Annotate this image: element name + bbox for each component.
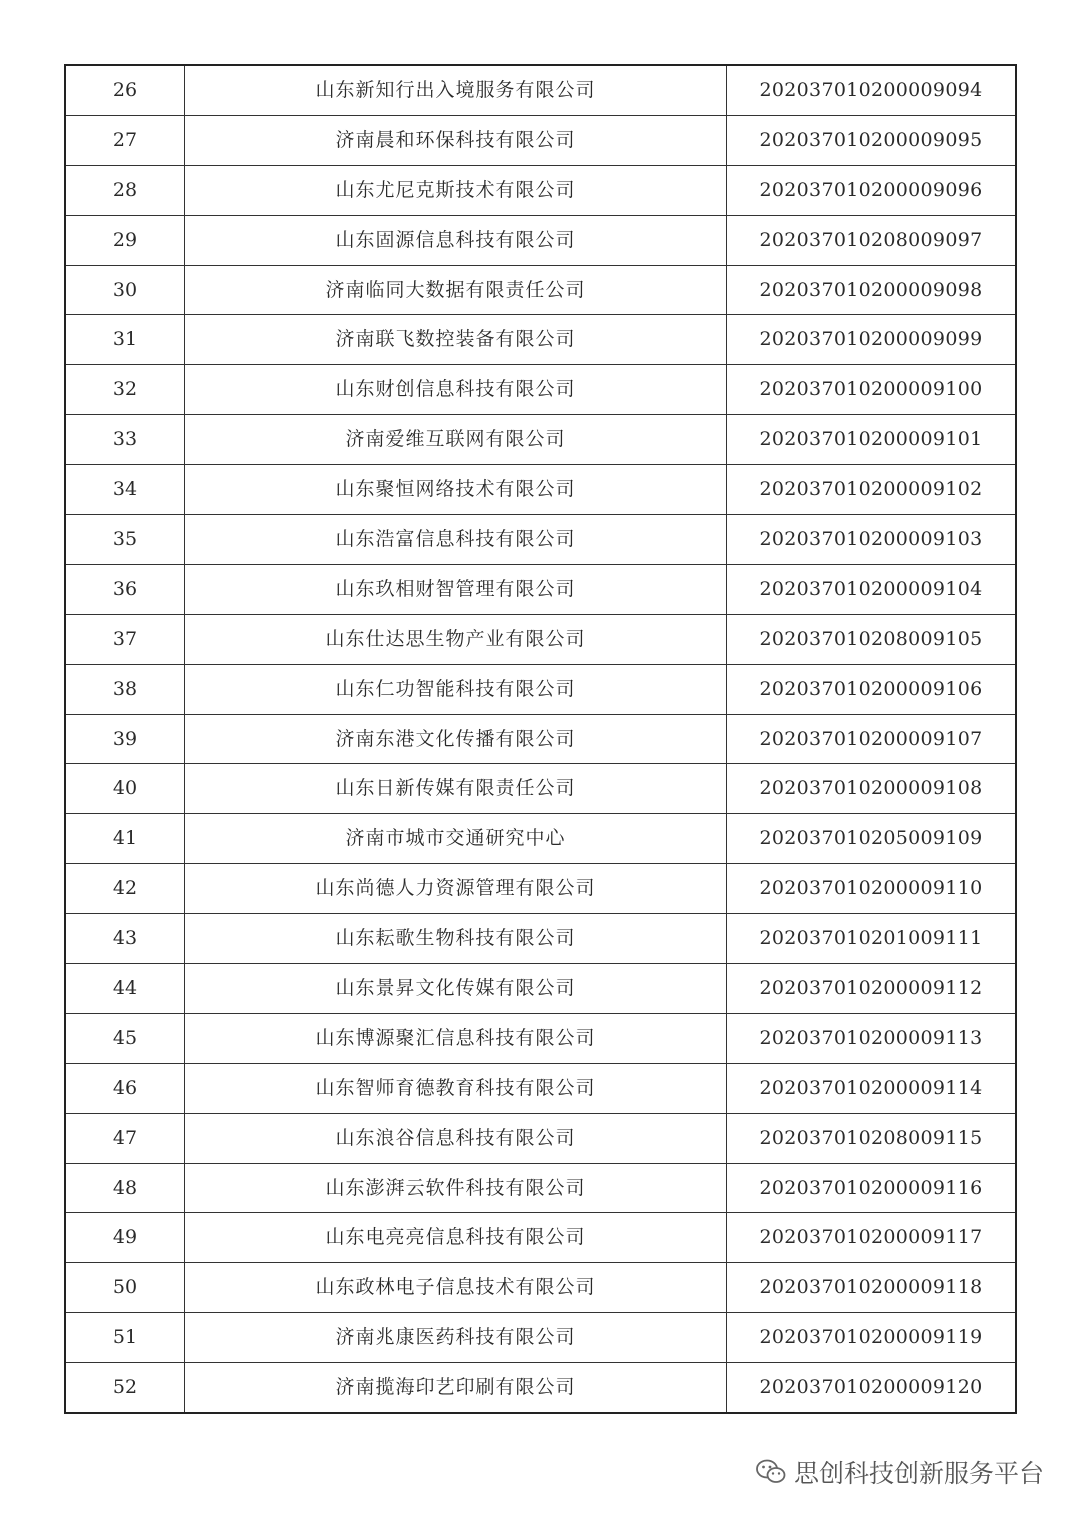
registration-code-cell: 202037010201009111 bbox=[727, 914, 1017, 964]
table-row bbox=[65, 564, 1016, 614]
row-number-cell: 48 bbox=[65, 1163, 185, 1213]
row-number-cell: 27 bbox=[65, 115, 185, 165]
company-name-cell: 山东电亮亮信息科技有限公司 bbox=[185, 1213, 727, 1263]
company-name-cell: 山东澎湃云软件科技有限公司 bbox=[185, 1163, 727, 1213]
row-number-cell: 46 bbox=[65, 1063, 185, 1113]
row-number-cell: 47 bbox=[65, 1113, 185, 1163]
registration-code-cell: 202037010200009094 bbox=[727, 65, 1017, 115]
row-number-cell: 34 bbox=[65, 465, 185, 515]
row-number-cell: 37 bbox=[65, 614, 185, 664]
registration-code-cell: 202037010200009120 bbox=[727, 1363, 1017, 1413]
table-row bbox=[65, 964, 1016, 1014]
registration-code-cell: 202037010200009113 bbox=[727, 1013, 1017, 1063]
registration-code-cell: 202037010200009099 bbox=[727, 315, 1017, 365]
company-name-cell: 山东财创信息科技有限公司 bbox=[185, 365, 727, 415]
table-row bbox=[65, 1313, 1016, 1363]
row-number-cell: 29 bbox=[65, 215, 185, 265]
company-name-cell: 山东仕达思生物产业有限公司 bbox=[185, 614, 727, 664]
row-number-cell: 38 bbox=[65, 664, 185, 714]
watermark bbox=[756, 1452, 1044, 1492]
registration-code-cell: 202037010200009110 bbox=[727, 864, 1017, 914]
row-number-cell: 45 bbox=[65, 1013, 185, 1063]
table-row bbox=[65, 1163, 1016, 1213]
table-row bbox=[65, 1363, 1016, 1413]
row-number-cell: 40 bbox=[65, 764, 185, 814]
row-number-cell: 39 bbox=[65, 714, 185, 764]
table-row bbox=[65, 315, 1016, 365]
table-row bbox=[65, 215, 1016, 265]
row-number-cell: 32 bbox=[65, 365, 185, 415]
registration-code-cell: 202037010205009109 bbox=[727, 814, 1017, 864]
registration-code-cell: 202037010208009105 bbox=[727, 614, 1017, 664]
registration-code-cell: 202037010200009117 bbox=[727, 1213, 1017, 1263]
registration-code-cell: 202037010200009101 bbox=[727, 415, 1017, 465]
registration-code-cell: 202037010200009119 bbox=[727, 1313, 1017, 1363]
wechat-icon bbox=[756, 1459, 786, 1485]
company-name-cell: 济南晨和环保科技有限公司 bbox=[185, 115, 727, 165]
table-row bbox=[65, 1063, 1016, 1113]
registration-code-cell: 202037010208009097 bbox=[727, 215, 1017, 265]
table-row bbox=[65, 664, 1016, 714]
company-name-cell: 山东政林电子信息技术有限公司 bbox=[185, 1263, 727, 1313]
registration-code-cell: 202037010200009098 bbox=[727, 265, 1017, 315]
company-name-cell: 济南临同大数据有限责任公司 bbox=[185, 265, 727, 315]
row-number-cell: 30 bbox=[65, 265, 185, 315]
company-list-table bbox=[64, 64, 1017, 1414]
registration-code-cell: 202037010200009116 bbox=[727, 1163, 1017, 1213]
row-number-cell: 49 bbox=[65, 1213, 185, 1263]
company-name-cell: 山东新知行出入境服务有限公司 bbox=[185, 65, 727, 115]
registration-code-cell: 202037010200009100 bbox=[727, 365, 1017, 415]
company-name-cell: 山东景昇文化传媒有限公司 bbox=[185, 964, 727, 1014]
table-row bbox=[65, 65, 1016, 115]
row-number-cell: 33 bbox=[65, 415, 185, 465]
registration-code-cell: 202037010200009108 bbox=[727, 764, 1017, 814]
registration-code-cell: 202037010200009106 bbox=[727, 664, 1017, 714]
table-body bbox=[65, 65, 1016, 1413]
registration-code-cell: 202037010200009118 bbox=[727, 1263, 1017, 1313]
table-row bbox=[65, 714, 1016, 764]
table-row bbox=[65, 165, 1016, 215]
company-name-cell: 山东耘歌生物科技有限公司 bbox=[185, 914, 727, 964]
registration-code-cell: 202037010208009115 bbox=[727, 1113, 1017, 1163]
company-name-cell: 济南联飞数控装备有限公司 bbox=[185, 315, 727, 365]
company-name-cell: 济南市城市交通研究中心 bbox=[185, 814, 727, 864]
row-number-cell: 44 bbox=[65, 964, 185, 1014]
table-row bbox=[65, 115, 1016, 165]
row-number-cell: 42 bbox=[65, 864, 185, 914]
table-row bbox=[65, 1263, 1016, 1313]
company-name-cell: 山东聚恒网络技术有限公司 bbox=[185, 465, 727, 515]
registration-code-cell: 202037010200009114 bbox=[727, 1063, 1017, 1113]
row-number-cell: 35 bbox=[65, 515, 185, 565]
table-row bbox=[65, 265, 1016, 315]
table-row bbox=[65, 415, 1016, 465]
row-number-cell: 50 bbox=[65, 1263, 185, 1313]
registration-code-cell: 202037010200009107 bbox=[727, 714, 1017, 764]
row-number-cell: 51 bbox=[65, 1313, 185, 1363]
company-name-cell: 山东智师育德教育科技有限公司 bbox=[185, 1063, 727, 1113]
company-name-cell: 济南兆康医药科技有限公司 bbox=[185, 1313, 727, 1363]
registration-code-cell: 202037010200009112 bbox=[727, 964, 1017, 1014]
company-name-cell: 山东仁功智能科技有限公司 bbox=[185, 664, 727, 714]
company-name-cell: 济南揽海印艺印刷有限公司 bbox=[185, 1363, 727, 1413]
company-name-cell: 山东浪谷信息科技有限公司 bbox=[185, 1113, 727, 1163]
company-name-cell: 山东日新传媒有限责任公司 bbox=[185, 764, 727, 814]
registration-code-cell: 202037010200009104 bbox=[727, 564, 1017, 614]
table-row bbox=[65, 764, 1016, 814]
company-name-cell: 济南爱维互联网有限公司 bbox=[185, 415, 727, 465]
row-number-cell: 31 bbox=[65, 315, 185, 365]
company-name-cell: 山东固源信息科技有限公司 bbox=[185, 215, 727, 265]
table-row bbox=[65, 465, 1016, 515]
company-name-cell: 山东尚德人力资源管理有限公司 bbox=[185, 864, 727, 914]
registration-code-cell: 202037010200009095 bbox=[727, 115, 1017, 165]
row-number-cell: 28 bbox=[65, 165, 185, 215]
row-number-cell: 36 bbox=[65, 564, 185, 614]
row-number-cell: 41 bbox=[65, 814, 185, 864]
table-row bbox=[65, 614, 1016, 664]
company-name-cell: 山东尤尼克斯技术有限公司 bbox=[185, 165, 727, 215]
registration-code-cell: 202037010200009103 bbox=[727, 515, 1017, 565]
row-number-cell: 52 bbox=[65, 1363, 185, 1413]
table-row bbox=[65, 814, 1016, 864]
watermark-text: 思创科技创新服务平台 bbox=[793, 1459, 1044, 1488]
table-row bbox=[65, 365, 1016, 415]
table-row bbox=[65, 1113, 1016, 1163]
table-row bbox=[65, 1013, 1016, 1063]
table-row bbox=[65, 864, 1016, 914]
company-name-cell: 济南东港文化传播有限公司 bbox=[185, 714, 727, 764]
registration-code-cell: 202037010200009102 bbox=[727, 465, 1017, 515]
company-name-cell: 山东博源聚汇信息科技有限公司 bbox=[185, 1013, 727, 1063]
table-row bbox=[65, 914, 1016, 964]
company-name-cell: 山东玖相财智管理有限公司 bbox=[185, 564, 727, 614]
company-name-cell: 山东浩富信息科技有限公司 bbox=[185, 515, 727, 565]
table-row bbox=[65, 1213, 1016, 1263]
table-row bbox=[65, 515, 1016, 565]
row-number-cell: 43 bbox=[65, 914, 185, 964]
registration-code-cell: 202037010200009096 bbox=[727, 165, 1017, 215]
row-number-cell: 26 bbox=[65, 65, 185, 115]
